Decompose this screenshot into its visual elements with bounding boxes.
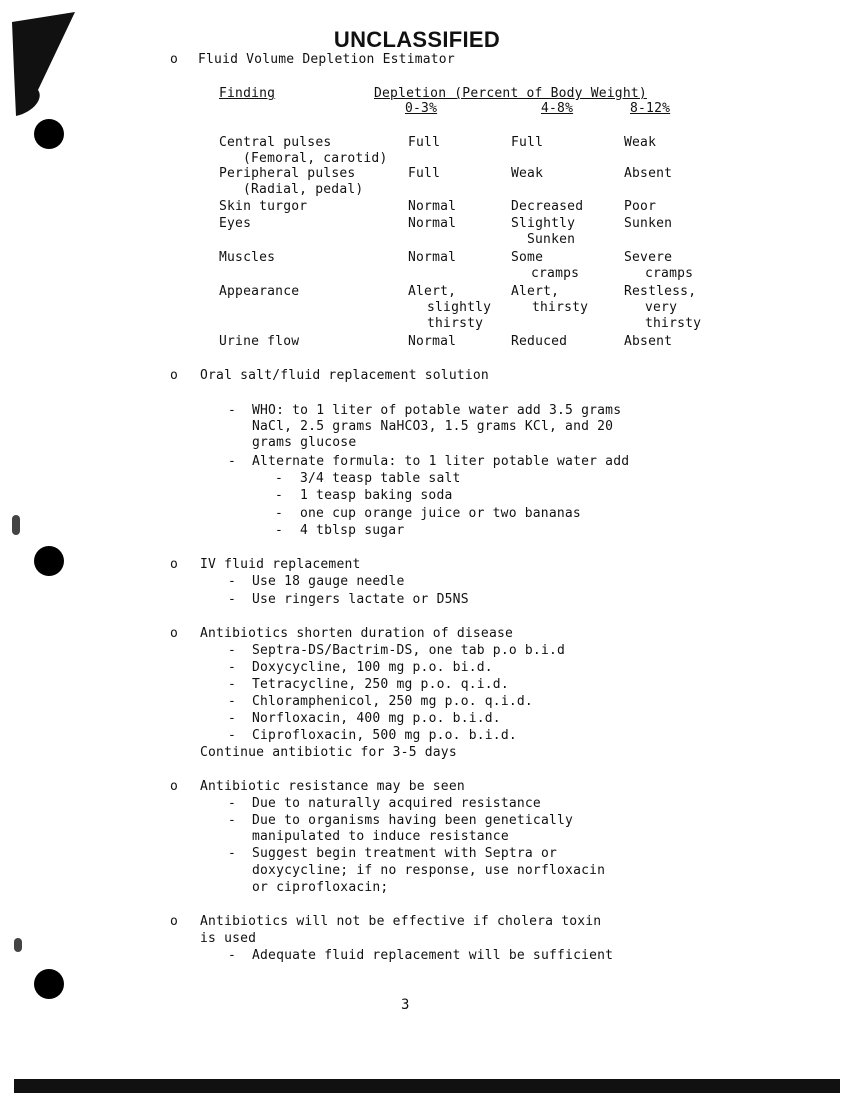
dash: - xyxy=(228,813,237,828)
dash: - xyxy=(228,677,237,692)
bullet: o xyxy=(170,368,179,383)
table-cell: Weak xyxy=(624,135,657,150)
bullet: o xyxy=(170,626,179,641)
table-cell: thirsty xyxy=(645,316,702,331)
table-cell-finding: Urine flow xyxy=(219,334,300,349)
list-item: Norfloxacin, 400 mg p.o. b.i.d. xyxy=(252,711,501,726)
list-item: 1 teasp baking soda xyxy=(300,488,453,503)
section-title-iv: IV fluid replacement xyxy=(200,557,361,572)
bullet: o xyxy=(170,779,179,794)
dash: - xyxy=(228,643,237,658)
table-cell: Severe xyxy=(624,250,673,265)
scan-speck xyxy=(14,938,22,952)
list-item: Suggest begin treatment with Septra or xyxy=(252,846,558,861)
classification-header: UNCLASSIFIED xyxy=(333,27,501,52)
scan-speck xyxy=(12,515,20,535)
table-cell: cramps xyxy=(645,266,694,281)
dash: - xyxy=(228,660,237,675)
table-cell: Reduced xyxy=(511,334,568,349)
list-item: one cup orange juice or two bananas xyxy=(300,506,581,521)
table-cell: Sunken xyxy=(624,216,673,231)
dash: - xyxy=(275,488,284,503)
list-item-continued: doxycycline; if no response, use norfloxacin xyxy=(252,863,606,878)
page-number: 3 xyxy=(401,997,410,1013)
list-item: Doxycycline, 100 mg p.o. bi.d. xyxy=(252,660,493,675)
binder-hole xyxy=(34,119,64,149)
table-header-range-1: 0-3% xyxy=(405,101,438,116)
section-title-resistance: Antibiotic resistance may be seen xyxy=(200,779,465,794)
table-cell: Full xyxy=(511,135,544,150)
table-cell: very xyxy=(645,300,678,315)
table-cell: Sunken xyxy=(527,232,576,247)
section-title-oral: Oral salt/fluid replacement solution xyxy=(200,368,489,383)
table-cell-finding: Muscles xyxy=(219,250,276,265)
bullet: o xyxy=(170,914,179,929)
section-note: Continue antibiotic for 3-5 days xyxy=(200,745,457,760)
table-cell: Full xyxy=(408,135,441,150)
binder-hole xyxy=(34,969,64,999)
list-item: Adequate fluid replacement will be sufficient xyxy=(252,948,614,963)
table-cell: slightly xyxy=(427,300,492,315)
list-item: WHO: to 1 liter of potable water add 3.5 grams xyxy=(252,403,622,418)
table-cell-finding: Appearance xyxy=(219,284,300,299)
table-cell: Slightly xyxy=(511,216,576,231)
list-item: Tetracycline, 250 mg p.o. q.i.d. xyxy=(252,677,509,692)
list-item-continued: NaCl, 2.5 grams NaHCO3, 1.5 grams KCl, and 20 xyxy=(252,419,614,434)
table-cell-finding: Peripheral pulses xyxy=(219,166,356,181)
dash: - xyxy=(228,694,237,709)
dash: - xyxy=(228,454,237,469)
dash: - xyxy=(228,711,237,726)
table-cell: Some xyxy=(511,250,544,265)
table-cell: Normal xyxy=(408,334,457,349)
table-cell: Normal xyxy=(408,216,457,231)
table-header-depletion: Depletion (Percent of Body Weight) xyxy=(374,86,647,101)
bullet: o xyxy=(170,557,179,572)
list-item: Use ringers lactate or D5NS xyxy=(252,592,469,607)
table-cell-finding-sub: (Radial, pedal) xyxy=(243,182,364,197)
dash: - xyxy=(275,471,284,486)
dash: - xyxy=(228,796,237,811)
section-title-antibiotics: Antibiotics shorten duration of disease xyxy=(200,626,514,641)
dash: - xyxy=(228,592,237,607)
section-title-toxin-continued: is used xyxy=(200,931,257,946)
table-header-finding: Finding xyxy=(219,86,276,101)
table-cell: Poor xyxy=(624,199,657,214)
table-cell: Restless, xyxy=(624,284,697,299)
table-cell: thirsty xyxy=(427,316,484,331)
dash: - xyxy=(228,846,237,861)
table-cell: Decreased xyxy=(511,199,584,214)
section-title-fluid-estimator: Fluid Volume Depletion Estimator xyxy=(198,52,455,67)
dash: - xyxy=(228,728,237,743)
list-item: Alternate formula: to 1 liter potable water add xyxy=(252,454,630,469)
dash: - xyxy=(228,948,237,963)
table-cell: Alert, xyxy=(511,284,560,299)
table-cell: Weak xyxy=(511,166,544,181)
table-cell: Full xyxy=(408,166,441,181)
table-cell-finding-sub: (Femoral, carotid) xyxy=(243,151,388,166)
list-item: Chloramphenicol, 250 mg p.o. q.i.d. xyxy=(252,694,533,709)
list-item: Due to organisms having been genetically xyxy=(252,813,574,828)
scan-corner-mark xyxy=(10,12,80,122)
table-header-range-3: 8-12% xyxy=(630,101,671,116)
bullet: o xyxy=(170,52,179,67)
list-item-continued: or ciprofloxacin; xyxy=(252,880,389,895)
binder-hole xyxy=(34,546,64,576)
scan-bottom-bar xyxy=(14,1079,840,1093)
list-item: Due to naturally acquired resistance xyxy=(252,796,541,811)
list-item-continued: manipulated to induce resistance xyxy=(252,829,509,844)
table-cell: Normal xyxy=(408,199,457,214)
dash: - xyxy=(275,506,284,521)
list-item: Septra-DS/Bactrim-DS, one tab p.o b.i.d xyxy=(252,643,566,658)
table-cell: Absent xyxy=(624,166,673,181)
table-cell-finding: Skin turgor xyxy=(219,199,308,214)
table-cell: Absent xyxy=(624,334,673,349)
table-cell: Normal xyxy=(408,250,457,265)
dash: - xyxy=(228,574,237,589)
table-cell-finding: Eyes xyxy=(219,216,252,231)
list-item-continued: grams glucose xyxy=(252,435,357,450)
table-cell: Alert, xyxy=(408,284,457,299)
dash: - xyxy=(228,403,237,418)
table-header-range-2: 4-8% xyxy=(541,101,574,116)
list-item: Use 18 gauge needle xyxy=(252,574,405,589)
section-title-toxin: Antibiotics will not be effective if cholera toxin xyxy=(200,914,602,929)
table-cell: thirsty xyxy=(532,300,589,315)
table-cell: cramps xyxy=(531,266,580,281)
dash: - xyxy=(275,523,284,538)
list-item: 4 tblsp sugar xyxy=(300,523,405,538)
list-item: 3/4 teasp table salt xyxy=(300,471,461,486)
table-cell-finding: Central pulses xyxy=(219,135,332,150)
list-item: Ciprofloxacin, 500 mg p.o. b.i.d. xyxy=(252,728,517,743)
